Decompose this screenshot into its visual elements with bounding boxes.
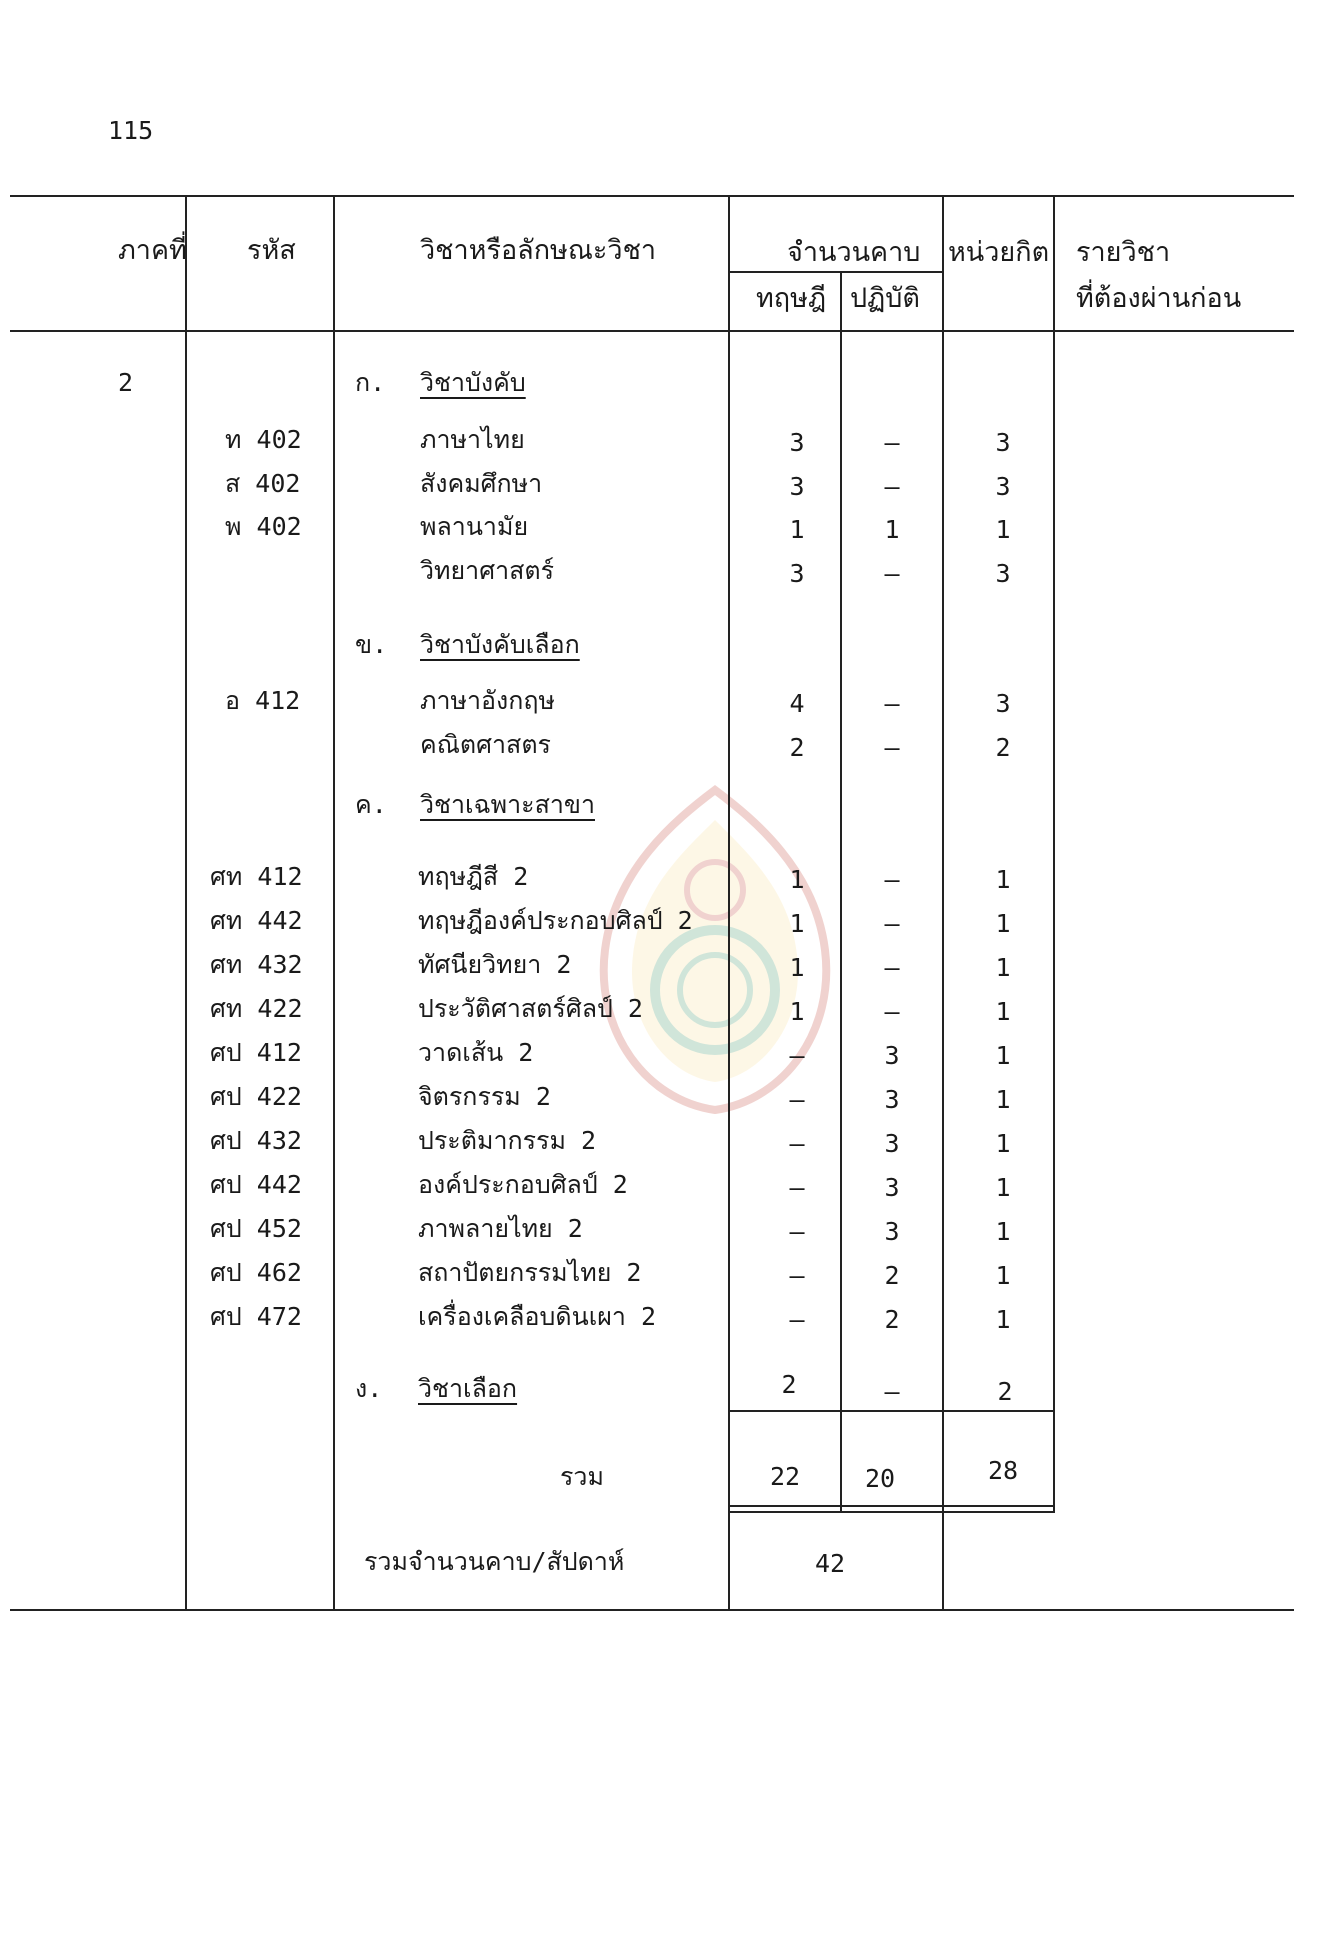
theory-periods: – [789,1305,805,1334]
course-code: ศป 452 [210,1214,302,1243]
term-number: 2 [118,368,134,397]
total-credits: 28 [987,1456,1019,1485]
header-prereq-line1: รายวิชา [1076,237,1171,268]
course-name: ประวัติศาสตร์ศิลป์ 2 [418,994,643,1023]
total-top-line [728,1410,1053,1412]
col-divider-theory [840,271,842,1513]
course-name: ภาษาอังกฤษ [420,686,556,715]
practice-periods: – [884,909,900,938]
theory-periods: 4 [789,689,805,718]
header-credits: หน่วยกิต [948,237,1050,268]
theory-periods: 1 [789,865,805,894]
table-bottom-border [10,1609,1294,1611]
practice-periods: – [884,733,900,762]
course-name: วิทยาศาสตร์ [420,556,555,585]
course-code: พ 402 [225,512,302,541]
practice-periods: 3 [884,1173,900,1202]
total-theory: 22 [769,1462,801,1491]
practice-periods: 3 [884,1085,900,1114]
header-code: รหัส [247,235,296,266]
practice-periods: – [884,1377,900,1406]
col-divider-term [185,195,187,1611]
weekly-total-label: รวมจำนวนคาบ/สัปดาห์ [364,1547,625,1576]
course-name: พลานามัย [420,512,529,541]
total-bottom-line-2 [728,1511,1053,1513]
total-bottom-line-1 [728,1505,1053,1507]
header-practice: ปฏิบัติ [850,283,920,314]
course-name: ทฤษฎีสี 2 [418,862,529,891]
course-code: ศป 432 [210,1126,302,1155]
col-divider-code [333,195,335,1611]
course-code: ศป 472 [210,1302,302,1331]
practice-periods: – [884,428,900,457]
practice-periods: – [884,689,900,718]
course-name: วาดเส้น 2 [418,1038,534,1067]
course-code: ศท 432 [210,950,303,979]
course-code: ท 402 [225,425,302,454]
page-number: 115 [108,116,154,145]
total-practice: 20 [864,1464,896,1493]
course-code: ศท 412 [210,862,303,891]
section-letter: ง. [355,1374,383,1403]
credit-units: 1 [995,1085,1011,1114]
theory-periods: 3 [789,428,805,457]
practice-periods: 2 [884,1261,900,1290]
course-name: สังคมศึกษา [420,469,543,498]
practice-periods: 3 [884,1217,900,1246]
course-name: ภาพลายไทย 2 [418,1214,583,1243]
section-letter: ข. [355,630,388,659]
credit-units: 1 [995,1041,1011,1070]
practice-periods: – [884,997,900,1026]
practice-periods: – [884,559,900,588]
header-periods: จำนวนคาบ [787,237,921,268]
credit-units: 3 [995,428,1011,457]
header-prereq-line2: ที่ต้องผ่านก่อน [1076,283,1242,314]
theory-periods: 2 [781,1370,797,1399]
col-divider-credits [1053,195,1055,1513]
theory-periods: 1 [789,997,805,1026]
theory-periods: 1 [789,909,805,938]
theory-periods: – [789,1041,805,1070]
course-code: ศป 412 [210,1038,302,1067]
credit-units: 3 [995,559,1011,588]
header-term: ภาคที่ [118,235,187,266]
col-divider-subject [728,195,730,1611]
practice-periods: 3 [884,1129,900,1158]
credit-units: 1 [995,1129,1011,1158]
credit-units: 1 [995,997,1011,1026]
course-code: ศท 442 [210,906,303,935]
credit-units: 1 [995,865,1011,894]
course-name: ทฤษฎีองค์ประกอบศิลป์ 2 [418,906,693,935]
header-subject: วิชาหรือลักษณะวิชา [420,235,657,266]
course-code: อ 412 [225,686,301,715]
section-title: วิชาเลือก [418,1374,518,1403]
course-code: ส 402 [225,469,301,498]
theory-periods: – [789,1217,805,1246]
credit-units: 1 [995,1173,1011,1202]
section-letter: ค. [355,790,387,819]
practice-periods: – [884,865,900,894]
course-name: เครื่องเคลือบดินเผา 2 [418,1302,657,1331]
theory-periods: – [789,1261,805,1290]
header-theory: ทฤษฎี [756,283,827,314]
credit-units: 3 [995,472,1011,501]
course-name: ทัศนียวิทยา 2 [418,950,572,979]
practice-periods: – [884,472,900,501]
weekly-total-value: 42 [814,1549,846,1578]
course-code: ศป 442 [210,1170,302,1199]
practice-periods: – [884,953,900,982]
theory-periods: 3 [789,559,805,588]
course-name: คณิตศาสตร [420,730,551,759]
theory-periods: 2 [789,733,805,762]
practice-periods: 2 [884,1305,900,1334]
course-code: ศป 462 [210,1258,302,1287]
credit-units: 3 [995,689,1011,718]
credit-units: 1 [995,1305,1011,1334]
total-label: รวม [560,1462,604,1491]
header-bottom-border [10,330,1294,332]
theory-periods: 3 [789,472,805,501]
course-name: ประติมากรรม 2 [418,1126,597,1155]
periods-subheader-line [728,271,942,273]
theory-periods: – [789,1129,805,1158]
theory-periods: 1 [789,515,805,544]
credit-units: 2 [995,733,1011,762]
practice-periods: 3 [884,1041,900,1070]
section-title: วิชาเฉพาะสาขา [420,790,595,819]
section-title: วิชาบังคับ [420,368,526,397]
course-name: สถาปัตยกรรมไทย 2 [418,1258,642,1287]
section-title: วิชาบังคับเลือก [420,630,580,659]
credit-units: 1 [995,953,1011,982]
col-divider-practice [942,195,944,1611]
course-code: ศท 422 [210,994,303,1023]
theory-periods: – [789,1173,805,1202]
course-name: ภาษาไทย [420,425,525,454]
table-top-border [10,195,1294,197]
course-name: จิตรกรรม 2 [418,1082,551,1111]
theory-periods: 1 [789,953,805,982]
credit-units: 1 [995,1217,1011,1246]
credit-units: 1 [995,1261,1011,1290]
credit-units: 2 [997,1377,1013,1406]
section-letter: ก. [355,368,386,397]
course-code: ศป 422 [210,1082,302,1111]
theory-periods: – [789,1085,805,1114]
course-name: องค์ประกอบศิลป์ 2 [418,1170,628,1199]
seal-watermark [585,780,845,1120]
practice-periods: 1 [884,515,900,544]
credit-units: 1 [995,909,1011,938]
credit-units: 1 [995,515,1011,544]
